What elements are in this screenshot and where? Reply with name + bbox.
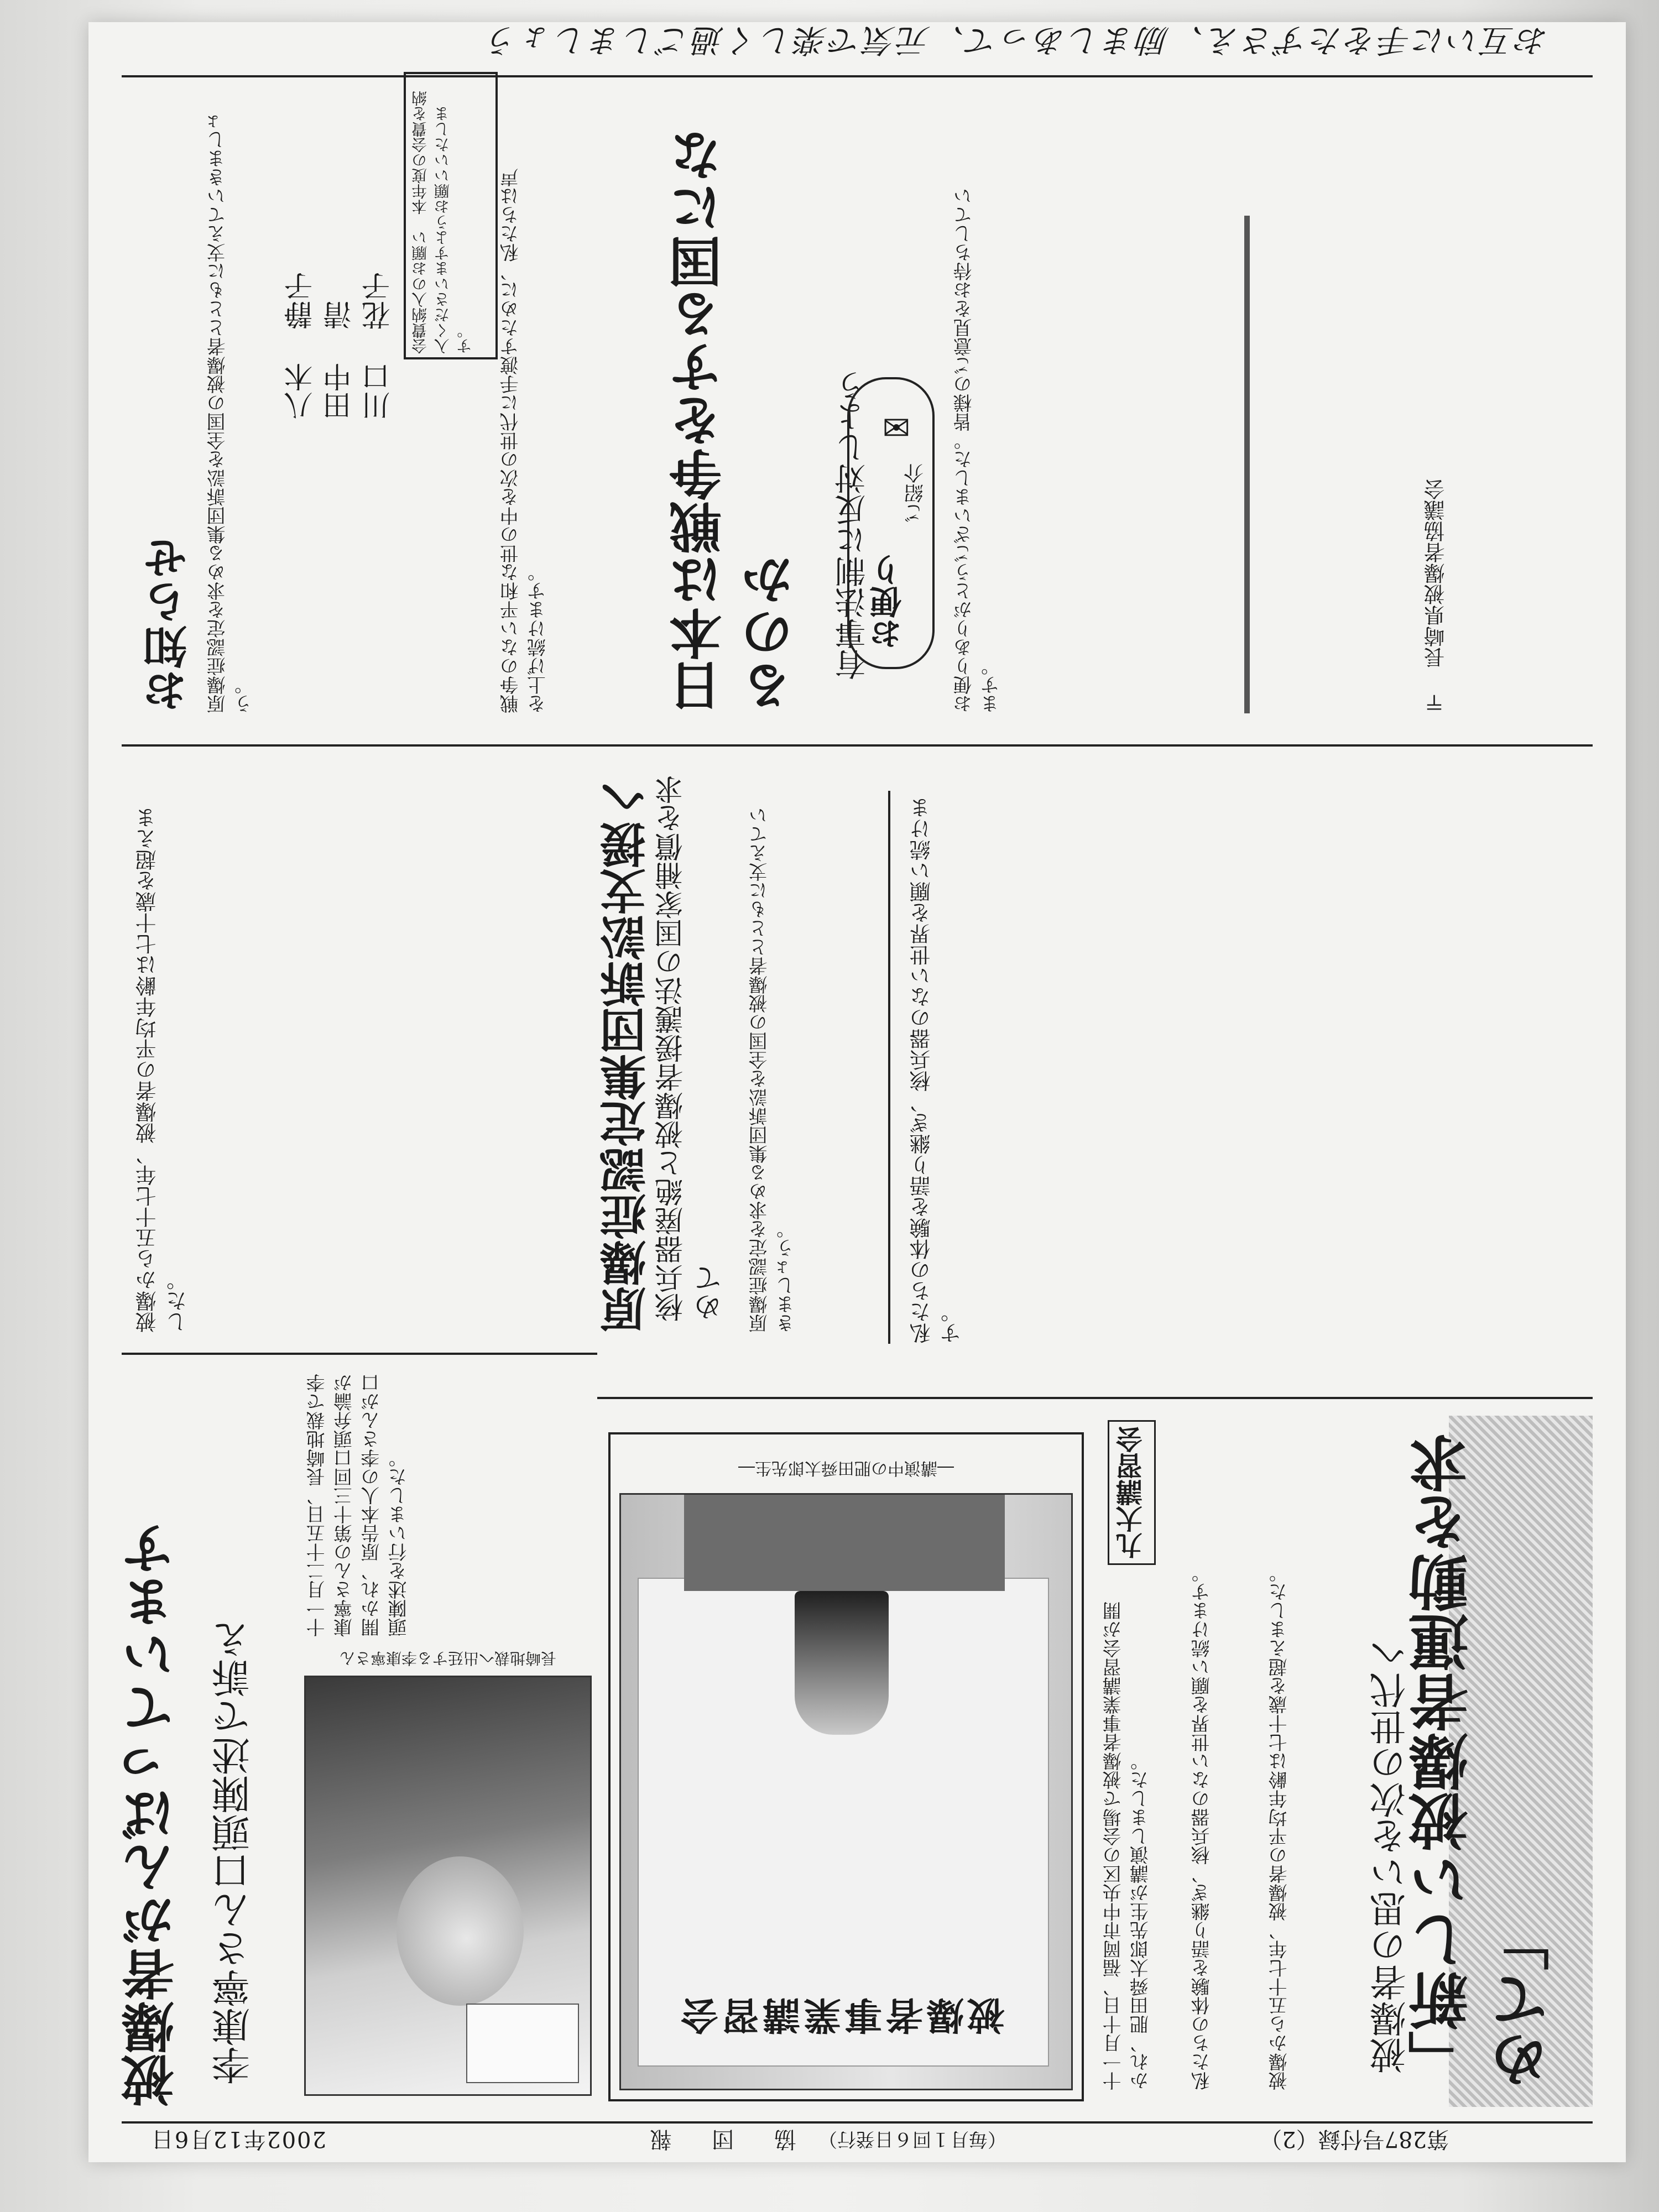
- feature-col-1: 被爆から五十七年、被爆者の平均年齢は七十歳を超えました。: [1269, 1564, 1291, 2090]
- peace-subhead: 核兵器廃絶と被爆者援護法の国家補償を求めて: [655, 775, 727, 1322]
- feature-col-2: 私たちの体験を語り継ぎ、核兵器のない世界を願い続けます。: [1191, 1564, 1213, 2090]
- lee-headline: 被爆者がんばっています: [121, 1523, 183, 2107]
- masthead-rule: [122, 2121, 1593, 2124]
- feature-subhead: 被爆者の思いを次の世代へ: [1369, 1636, 1412, 2074]
- seminar-photo: [619, 1493, 1073, 2090]
- seminar-body: 十一月十日、福岡市中央区の会場で被爆者事業講習会が開かれ、肥田舜太郎先生が講演しました。: [1103, 1601, 1152, 2090]
- issue-date: 2002年12月6日: [150, 2126, 326, 2152]
- banner-rule: [122, 75, 1593, 77]
- middle-left-body: 私たちの体験を語り継ぎ、核兵器のない世界を願い続けます。: [910, 797, 965, 1344]
- lee-photo-face: [397, 1856, 524, 2006]
- lee-photo-banner: [466, 2004, 579, 2083]
- lee-subhead: 李康寧さん口頭陳述で訴え: [211, 1620, 257, 2085]
- lee-body: 十一月二十五日、長崎地裁で李康寧さんの第十三回口頭弁論が開かれ、原告本人の李さんが口頭陳述を行いました。: [306, 1374, 410, 1637]
- letters-body: お便りありがとうございました。皆様のご意見をお待ちしています。: [953, 187, 1003, 713]
- feature-headline: 「新しい被爆者運動を求めて」: [1409, 1433, 1559, 2090]
- lee-photo-caption: 長崎地裁へ出廷する李康寧さん: [340, 1649, 557, 1667]
- middle-band-rule: [122, 744, 1593, 747]
- seminar-kicker: 九大講習会: [1108, 1420, 1156, 1565]
- notice-name-2: 田中 清: [323, 301, 357, 420]
- notice-box-text: 会費納入のお願い 本年度の会費を納入くださいますようお願いいたします。: [411, 91, 474, 354]
- letters-subtitle: ご紹介: [904, 463, 927, 523]
- publication-name: 協 団 報: [633, 2126, 796, 2152]
- war-body: 戦争のない平和な世の中を次の世代に手渡すために、私たちは声を上げ続けます。: [500, 168, 550, 713]
- lectern: [684, 1493, 1005, 1591]
- lee-photo: [304, 1676, 592, 2096]
- supplement-number: 第287号付録（2）: [1260, 2126, 1449, 2152]
- letters-title: お便り: [869, 554, 907, 650]
- peace-headline: 原爆症認定集団訴訟支援へ: [599, 775, 654, 1333]
- seminar-caption: ―講演中の肥田舜太郎先生―: [738, 1458, 954, 1478]
- seminar-banner-title: 被爆者事業講習会: [677, 1992, 1005, 2036]
- contact-column: 〒 長崎県被爆者協議会: [1424, 479, 1448, 713]
- notice-name-3: 川口 花子: [362, 272, 395, 420]
- speaker-figure: [795, 1591, 889, 1735]
- middle-divider: [888, 791, 890, 1344]
- newspaper-page: [88, 22, 1626, 2162]
- notice-name-1: 八木 静子: [284, 272, 318, 420]
- bottom-banner: お互いに手をたずさえ、励ましあって、元気で楽しく過ごしましょう: [484, 22, 1548, 59]
- lee-bottom-rule: [122, 1353, 597, 1355]
- war-headline: 日本は戦争をする国になるのか: [668, 129, 802, 713]
- envelope-icon: ✉: [882, 407, 910, 446]
- peace-side-body: 被爆から五十七年、被爆者の平均年齢は七十歳を超えました。: [135, 807, 191, 1333]
- upper-section-rule: [597, 1397, 1593, 1399]
- pen-ornament: [1244, 216, 1250, 713]
- publication-frequency: （毎月１回６日発行）: [818, 2128, 1006, 2150]
- notice-body: 原爆症認定を求める集団訴訟を全国の被爆者とともに支えていきましょう。: [207, 112, 257, 713]
- letters-badge: [847, 377, 935, 669]
- war-subhead: 有事法制に反対しよう: [834, 371, 871, 680]
- peace-body: 原爆症認定を求める集団訴訟を全国の被爆者とともに支えていきましょう。: [749, 806, 799, 1333]
- notice-title: お知らせ: [143, 536, 195, 713]
